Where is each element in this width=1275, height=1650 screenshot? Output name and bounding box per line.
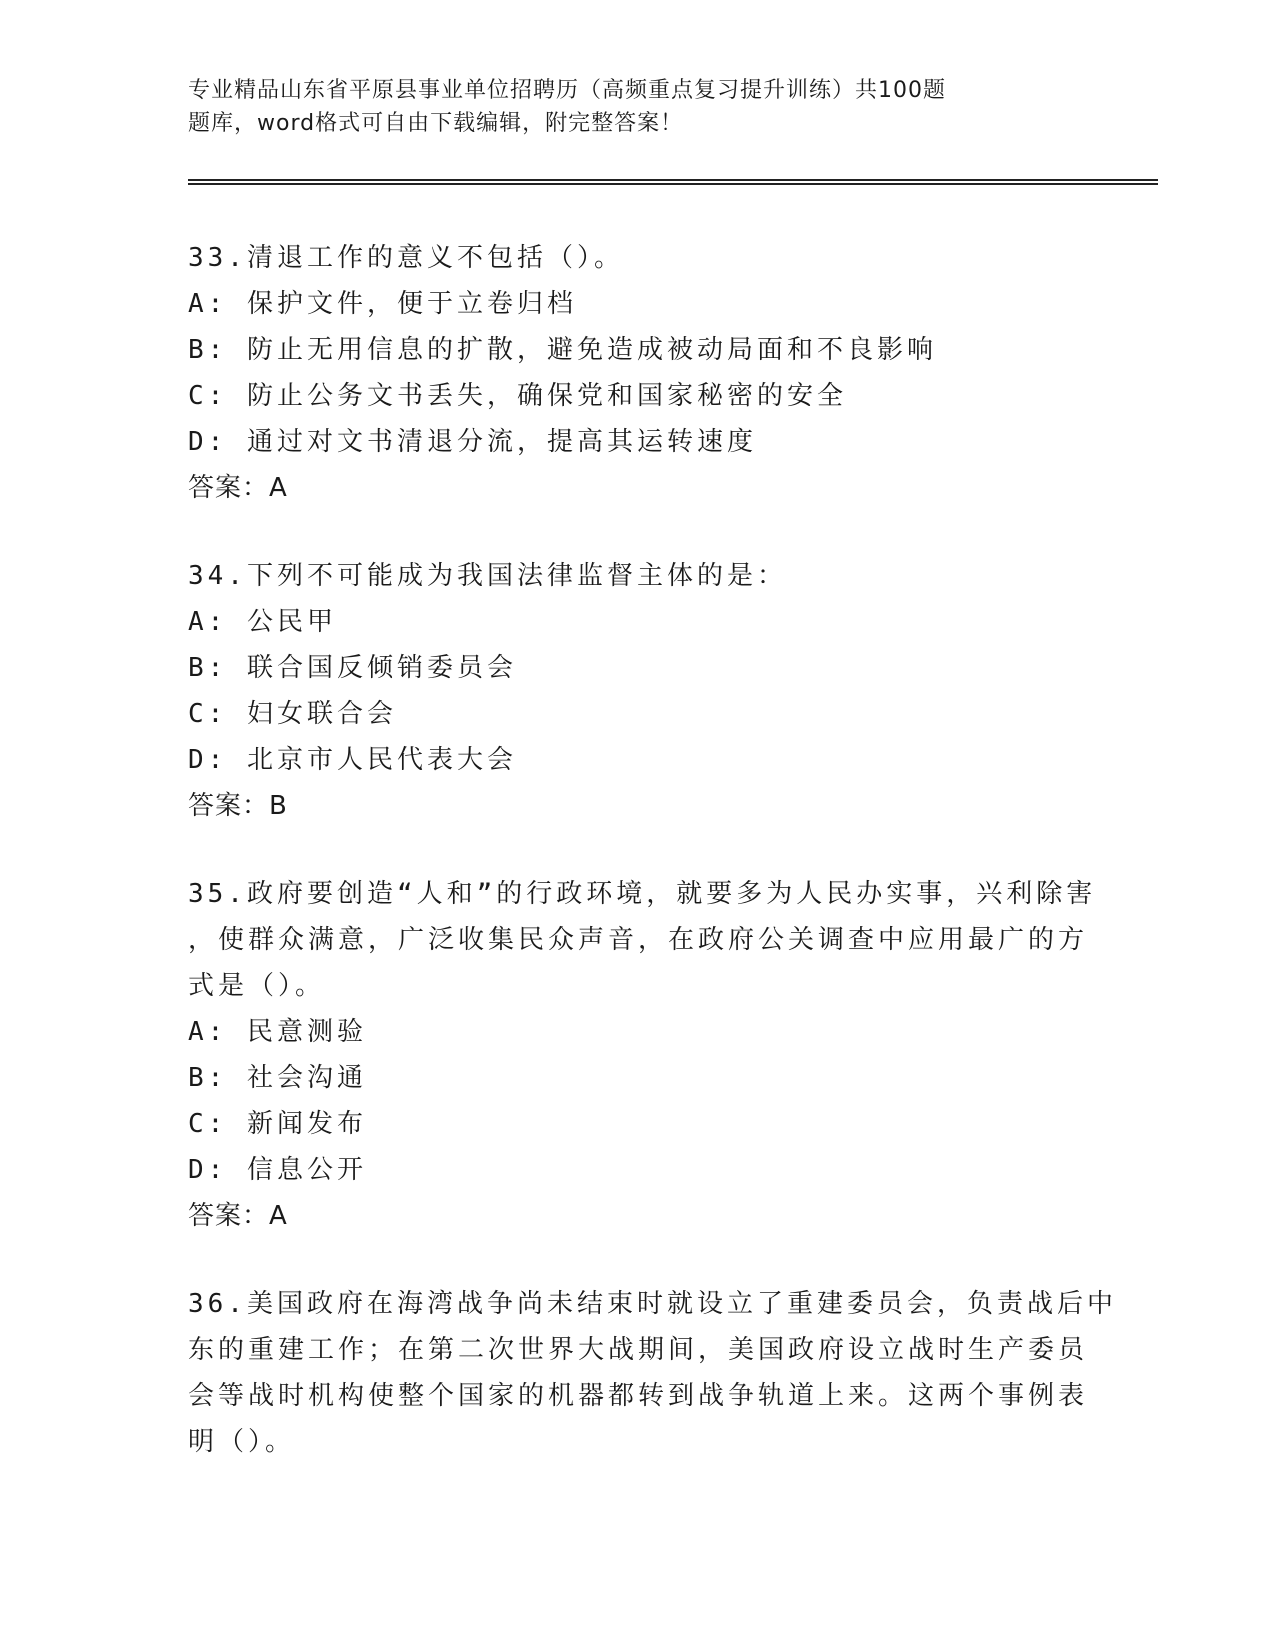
- question-stem: 33.清退工作的意义不包括（）。: [188, 243, 624, 273]
- question-stem-line-2: ，使群众满意，广泛收集民众声音，在政府公关调查中应用最广的方: [188, 925, 1089, 955]
- question-list: [188, 235, 1117, 1507]
- option-b: B: 联合国反倾销委员会: [188, 653, 517, 683]
- option-c: C: 防止公务文书丢失，确保党和国家秘密的安全: [188, 381, 847, 411]
- answer-text: 答案：A: [188, 1201, 288, 1231]
- header-line-2: 题库，word格式可自由下载编辑，附完整答案！: [188, 111, 684, 136]
- question-35: [188, 871, 1097, 1239]
- option-a: A: 保护文件，便于立卷归档: [188, 289, 577, 319]
- question-stem-line-4: 明（）。: [188, 1427, 296, 1457]
- question-34: [188, 553, 1088, 829]
- question-stem-line-1: 36.美国政府在海湾战争尚未结束时就设立了重建委员会，负责战后中: [188, 1289, 1117, 1319]
- option-b: B: 社会沟通: [188, 1063, 367, 1093]
- option-b: B: 防止无用信息的扩散，避免造成被动局面和不良影响: [188, 335, 937, 365]
- option-a: A: 民意测验: [188, 1017, 367, 1047]
- header-divider-top: [188, 179, 1158, 181]
- option-d: D: 北京市人民代表大会: [188, 745, 517, 775]
- option-d: D: 信息公开: [188, 1155, 367, 1185]
- document-header: [188, 74, 1048, 140]
- question-stem: 34.下列不可能成为我国法律监督主体的是：: [188, 561, 787, 591]
- question-stem-line-3: 式是（）。: [188, 971, 326, 1001]
- header-divider-bottom: [188, 183, 1158, 185]
- question-stem-line-3: 会等战时机构使整个国家的机器都转到战争轨道上来。这两个事例表: [188, 1381, 1089, 1411]
- option-a: A: 公民甲: [188, 607, 337, 637]
- answer-text: 答案：B: [188, 791, 288, 821]
- question-33: [188, 235, 1088, 511]
- option-c: C: 新闻发布: [188, 1109, 367, 1139]
- question-stem-line-2: 东的重建工作；在第二次世界大战期间，美国政府设立战时生产委员: [188, 1335, 1089, 1365]
- question-36: [188, 1281, 1117, 1465]
- header-line-1: 专业精品山东省平原县事业单位招聘历（高频重点复习提升训练）共100题: [188, 78, 946, 103]
- option-d: D: 通过对文书清退分流，提高其运转速度: [188, 427, 757, 457]
- option-c: C: 妇女联合会: [188, 699, 397, 729]
- question-stem-line-1: 35.政府要创造“人和”的行政环境，就要多为人民办实事，兴利除害: [188, 879, 1097, 909]
- answer-text: 答案：A: [188, 473, 288, 503]
